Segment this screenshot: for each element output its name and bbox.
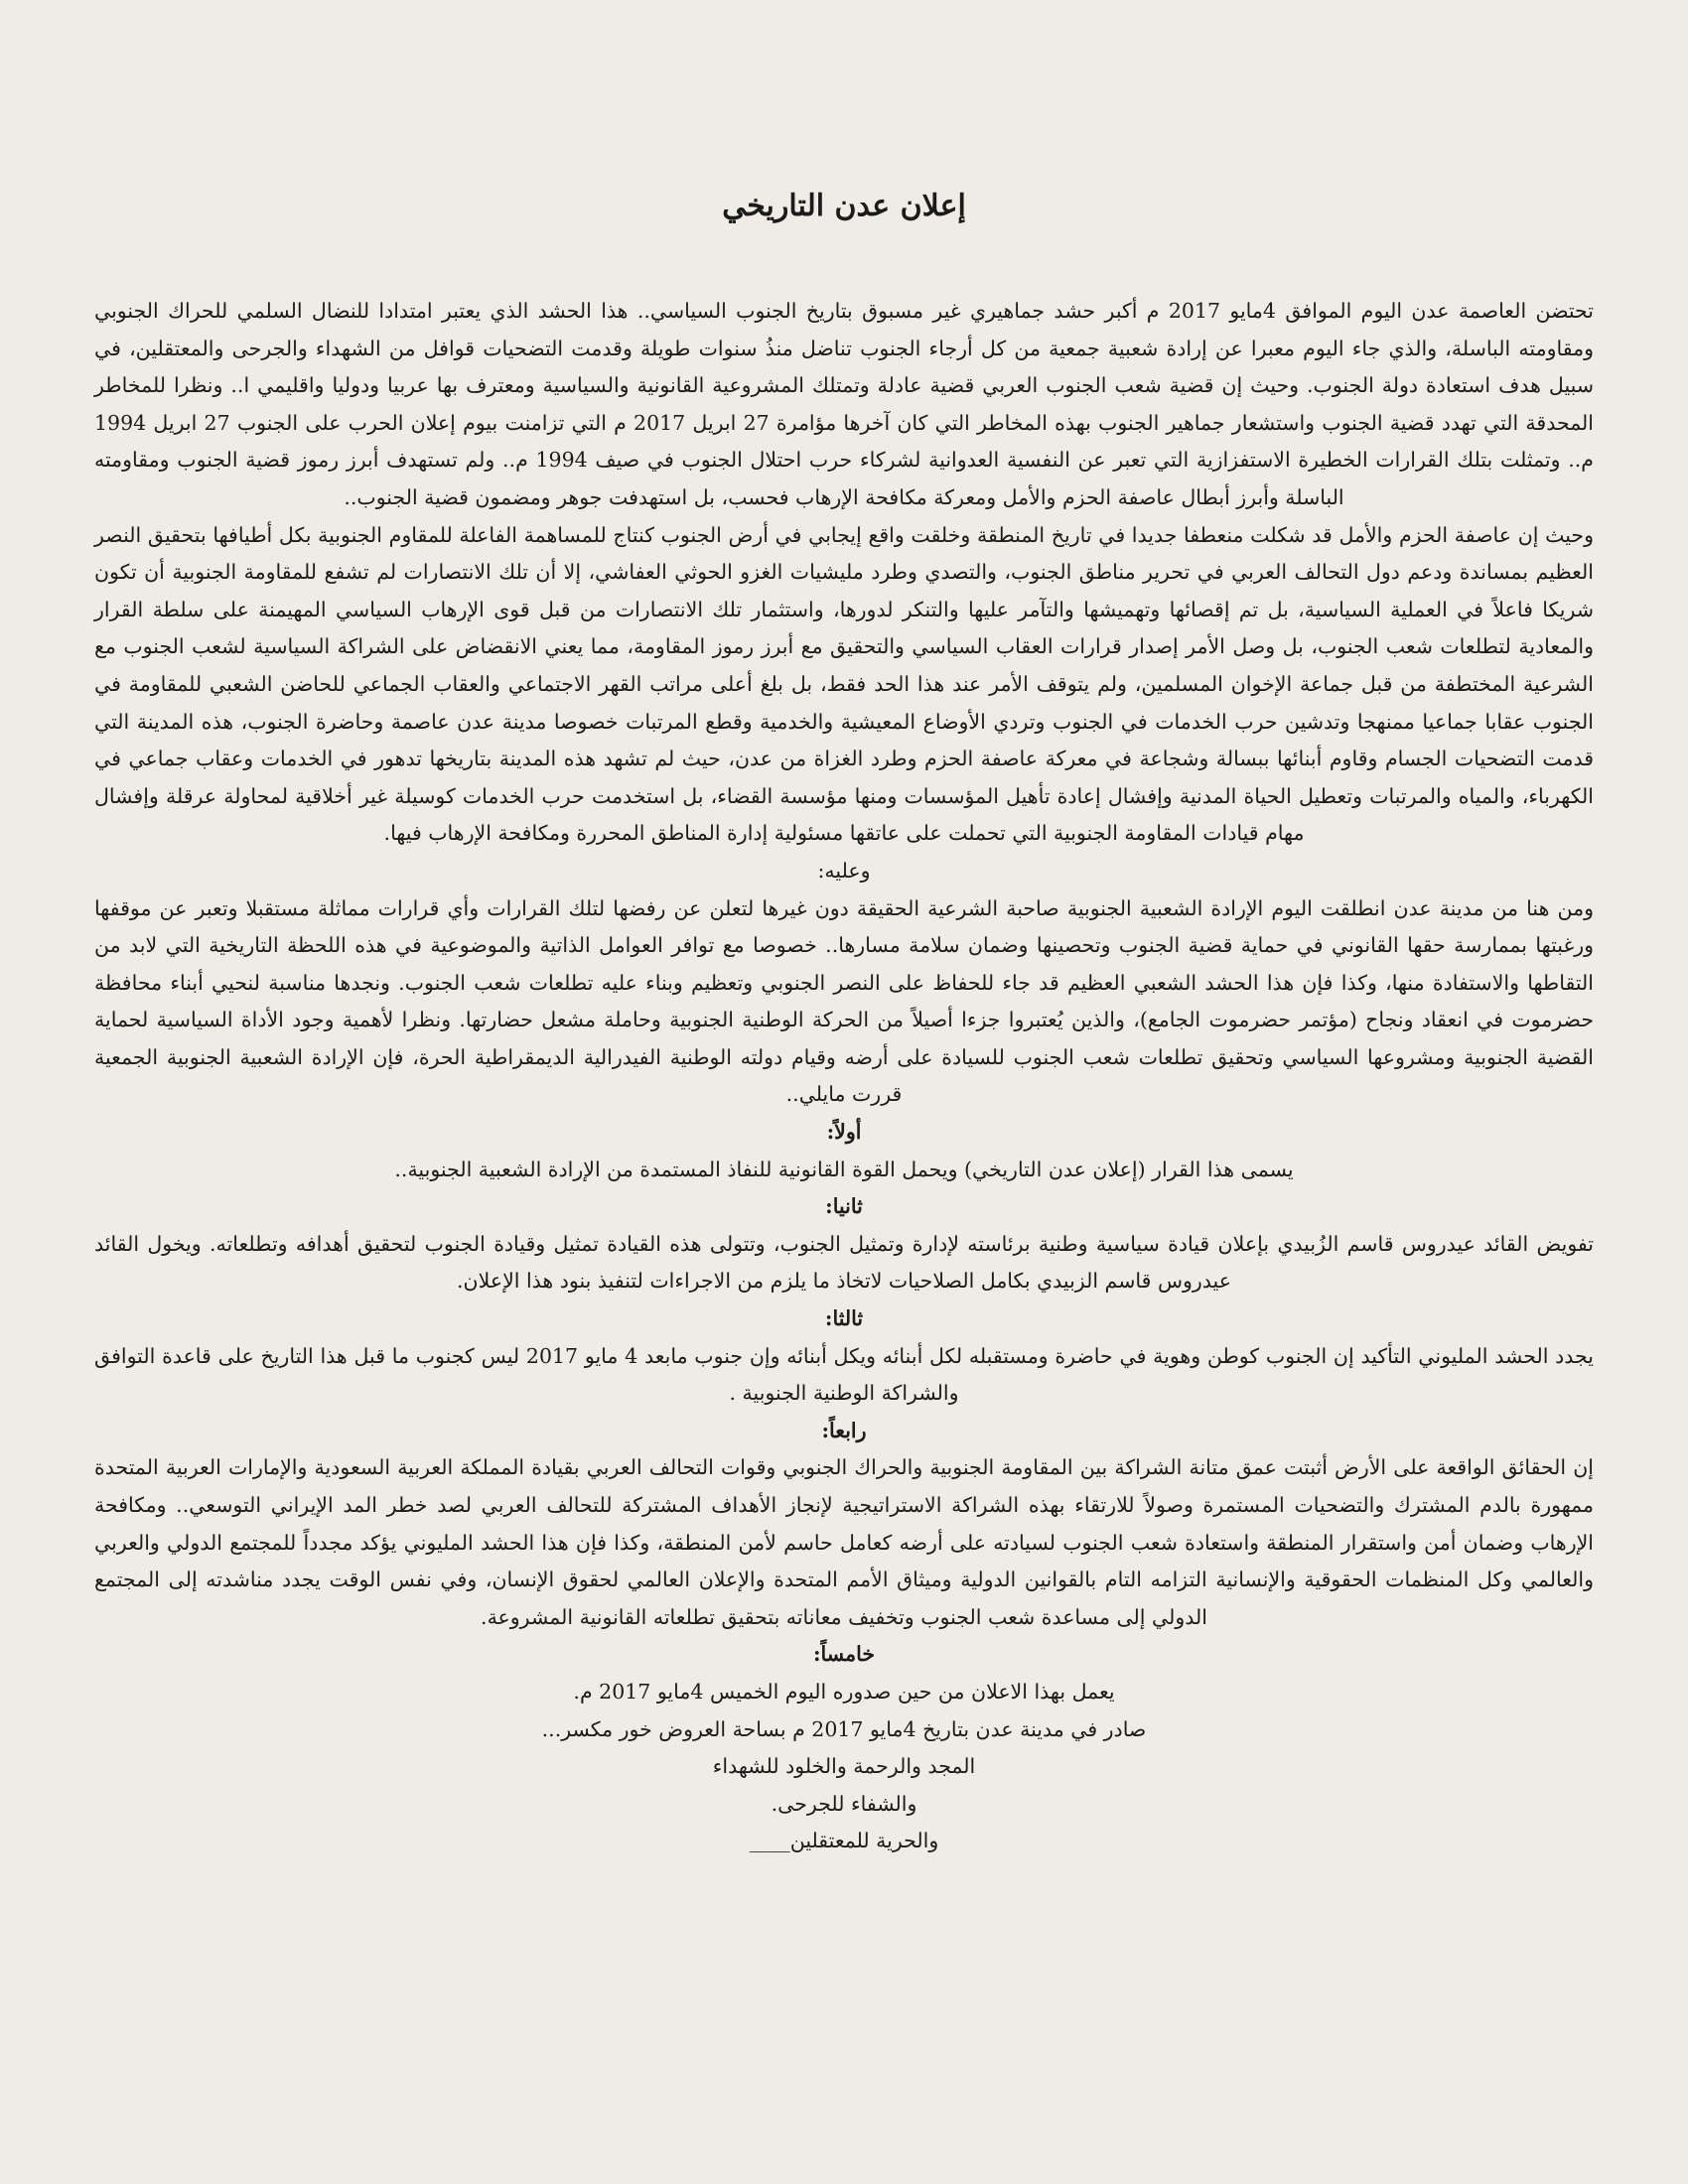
section-heading-fourth: رابعاً: bbox=[821, 1418, 867, 1442]
section-heading-second: ثانيا: bbox=[825, 1194, 863, 1219]
section-text-second: تفويض القائد عيدروس قاسم الزُبيدي بإعلان قيادة سياسية وطنية برئاسته لإدارة وتمثيل الجنوب، وتتولى هذه القيادة تمثيل وقيادة الجنوب لتحقيق أهدافه وتطلعاته. ويخول القائد عيدروس قاسم الزبيدي بكامل الصلاحيات لاتخاذ ما يلزم من الاجراءات لتنفيذ بنود هذا الإعلان. bbox=[94, 1231, 1594, 1294]
issued-line: صادر في مدينة عدن بتاريخ 4مايو 2017 م بساحة العروض خور مكسر... bbox=[541, 1716, 1147, 1741]
document-body bbox=[94, 293, 1594, 1674]
intro-paragraph: تحتضن العاصمة عدن اليوم الموافق 4مايو 2017 م أكبر حشد جماهيري غير مسبوق بتاريخ الجنوب السياسي.. هذا الحشد الذي يعتبر امتدادا للنضال السلمي للحراك الجنوبي ومقاومته الباسلة، والذي جاء اليوم معبرا عن إرادة شعبية جمعية من كل أرجاء الجنوب تناضل منذُ سنوات طويلة وقدمت التضحيات قوافل من الشهداء والجرحى والمعتقلين، في سبيل هدف استعادة دولة الجنوب. وحيث إن قضية شعب الجنوب العربي قضية عادلة وتمتلك المشروعية القانونية والسياسية ومعترف بها عربيا ودوليا واقليمي ا.. ونظرا للمخاطر المحدقة التي تهدد قضية الجنوب واستشعار جماهير الجنوب بهذه المخاطر التي كان آخرها مؤامرة 27 ابريل 2017 م التي تزامنت بيوم إعلان الحرب على الجنوب 27 ابريل 1994 م.. وتمثلت بتلك القرارات الخطيرة الاستفزازية التي تعبر عن النفسية العدوانية لشركاء حرب احتلال الجنوب في صيف 1994 م.. ولم تستهدف أبرز رموز قضية الجنوب ومقاومته الباسلة وأبرز أبطال عاصفة الحزم والأمل ومعركة مكافحة الإرهاب فحسب، بل استهدفت جوهر ومضمون قضية الجنوب.. bbox=[94, 299, 1595, 509]
section-text-fifth: يعمل بهذا الاعلان من حين صدوره اليوم الخميس 4مايو 2017 م. bbox=[573, 1679, 1115, 1704]
aleihi-label: وعليه: bbox=[817, 858, 871, 883]
document-title: إعلان عدن التاريخي bbox=[722, 189, 966, 223]
preamble-paragraph: ومن هنا من مدينة عدن انطلقت اليوم الإرادة الشعبية الجنوبية صاحبة الشرعية الحقيقة دون غيرها لتعلن عن رفضها لتلك القرارات وأي قرارات مماثلة مستقبلا وتعبر عن موقفها ورغبتها بممارسة حقها القانوني في حماية قضية الجنوب وتحصينها وضمان سلامة مسارها.. خصوصا مع توافر العوامل الذاتية والموضوعية في هذه اللحظة التاريخية التي لابد من التقاطها والاستفادة منها، وكذا فإن هذا الحشد الشعبي العظيم قد جاء للحفاظ على النصر الجنوبي وتعظيم وبناء عليه تطلعات شعب الجنوب. ونجدها مناسبة لنحيي أبناء محافظة حضرموت في انعقاد ونجاح (مؤتمر حضرموت الجامع)، والذين يُعتبروا جزءا أصيلاً من الحركة الوطنية الجنوبية وحاملة مشعل حضارتها. ونظرا لأهمية وجود الأداة السياسية لحماية القضية الجنوبية ومشروعها السياسي وتحقيق تطلعات شعب الجنوب للسيادة على أرضه وقيام دولته الوطنية الفيدرالية الديمقراطية الحرة، فإن الإرادة الشعبية الجنوبية الجمعية قررت مايلي.. bbox=[94, 895, 1594, 1107]
section-heading-third: ثالثا: bbox=[824, 1306, 864, 1331]
section-text-fourth: إن الحقائق الواقعة على الأرض أثبتت عمق متانة الشراكة بين المقاومة الجنوبية والحراك الجنوبي وقوات التحالف العربي بقيادة المملكة العربية السعودية والإمارات العربية المتحدة ممهورة بالدم المشترك والتضحيات المستمرة وصولاً للارتقاء بهذه الشراكة الاستراتيجية لإنجاز الأهداف المشتركة للتحالف العربي لصد خطر المد الإيراني التوسعي.. ومكافحة الإرهاب وضمان أمن واستقرار المنطقة واستعادة شعب الجنوب لسيادته على أرضه كعامل حاسم لأمن المنطقة، وكذا فإن هذا الحشد المليوني يؤكد مجدداً للمجتمع الدولي والعربي والعالمي وكل المنظمات الحقوقية والإنسانية التزامه التام بالقوانين الدولية وميثاق الأمم المتحدة والإعلان العالمي لحقوق الإنسان، وفي نفس الوقت يجدد مناشدته إلى المجتمع الدولي إلى مساعدة شعب الجنوب وتخفيف معاناته بتحقيق تطلعاته القانونية المشروعة. bbox=[94, 1455, 1594, 1629]
healing-line: والشفاء للجرحى. bbox=[771, 1791, 917, 1816]
freedom-line: والحرية للمعتقلين____ bbox=[749, 1829, 939, 1853]
glory-line: المجد والرحمة والخلود للشهداء bbox=[712, 1754, 976, 1779]
section-heading-fifth: خامساً: bbox=[812, 1642, 875, 1667]
intro-paragraph: وحيث إن عاصفة الحزم والأمل قد شكلت منعطفا جديدا في تاريخ المنطقة وخلقت واقع إيجابي في أرض الجنوب كنتاج للمساهمة الفاعلة للمقاوم الجنوبية بكل أطيافها بتحقيق النصر العظيم بمساندة ودعم دول التحالف العربي في تحرير مناطق الجنوب، والتصدي وطرد مليشيات الغزو الحوثي العفاشي، إلا أن تلك الانتصارات لم تشفع للمقاومة الجنوبية أن تكون شريكا فاعلاً في العملية السياسية، بل تم إقصائها وتهميشها والتآمر عليها والتنكر لدورها، واستثمار تلك الانتصارات من قبل قوى الإرهاب السياسي المهيمنة على سلطة القرار والمعادية لتطلعات شعب الجنوب، بل وصل الأمر إصدار قرارات العقاب السياسي والتحقيق مع أبرز رموز المقاومة، مما يعني الانقضاض على الشراكة السياسية لشعب الجنوب مع الشرعية المختطفة من قبل جماعة الإخوان المسلمين، ولم يتوقف الأمر عند هذا الحد فقط، بل بلغ أعلى مراتب القهر الاجتماعي والعقاب الجماعي للحاضن الشعبي للمقاومة في الجنوب عقابا جماعيا ممنهجا وتدشين حرب الخدمات في الجنوب وتردي الأوضاع المعيشية والخدمية وقطع المرتبات خصوصا مدينة عدن عاصمة وحاضرة الجنوب، هذه المدينة التي قدمت التضحيات الجسام وقاوم أبنائها ببسالة وشجاعة في معركة عاصفة الحزم وطرد الغزاة من عدن، حيث لم تشهد هذه المدينة بتاريخها تدهور في الخدمات وعقاب جماعي في الكهرباء، والمياه والمرتبات وتعطيل الحياة المدنية وإفشال إعادة تأهيل المؤسسات ومنها مؤسسة القضاء، بل استخدمت حرب الخدمات كوسيلة غير أخلاقية لمحاولة عرقلة وإفشال مهام قيادات المقاومة الجنوبية التي تحملت على عاتقها مسئولية إدارة المناطق المحررة ومكافحة الإرهاب فيها. bbox=[94, 522, 1594, 846]
closing-block bbox=[94, 1674, 1594, 1860]
section-heading-first: أولاً: bbox=[826, 1120, 862, 1145]
section-text-third: يجدد الحشد المليوني التأكيد إن الجنوب كوطن وهوية في حاضرة ومستقبله لكل أبنائه ويكل أبنائه وإن جنوب مابعد 4 مايو 2017 ليس كجنوب ما قبل هذا التاريخ على قاعدة التوافق والشراكة الوطنية الجنوبية . bbox=[94, 1343, 1595, 1406]
section-text-first: يسمى هذا القرار (إعلان عدن التاريخي) ويحمل القوة القانونية للنفاذ المستمدة من الإرادة الشعبية الجنوبية.. bbox=[394, 1157, 1294, 1181]
